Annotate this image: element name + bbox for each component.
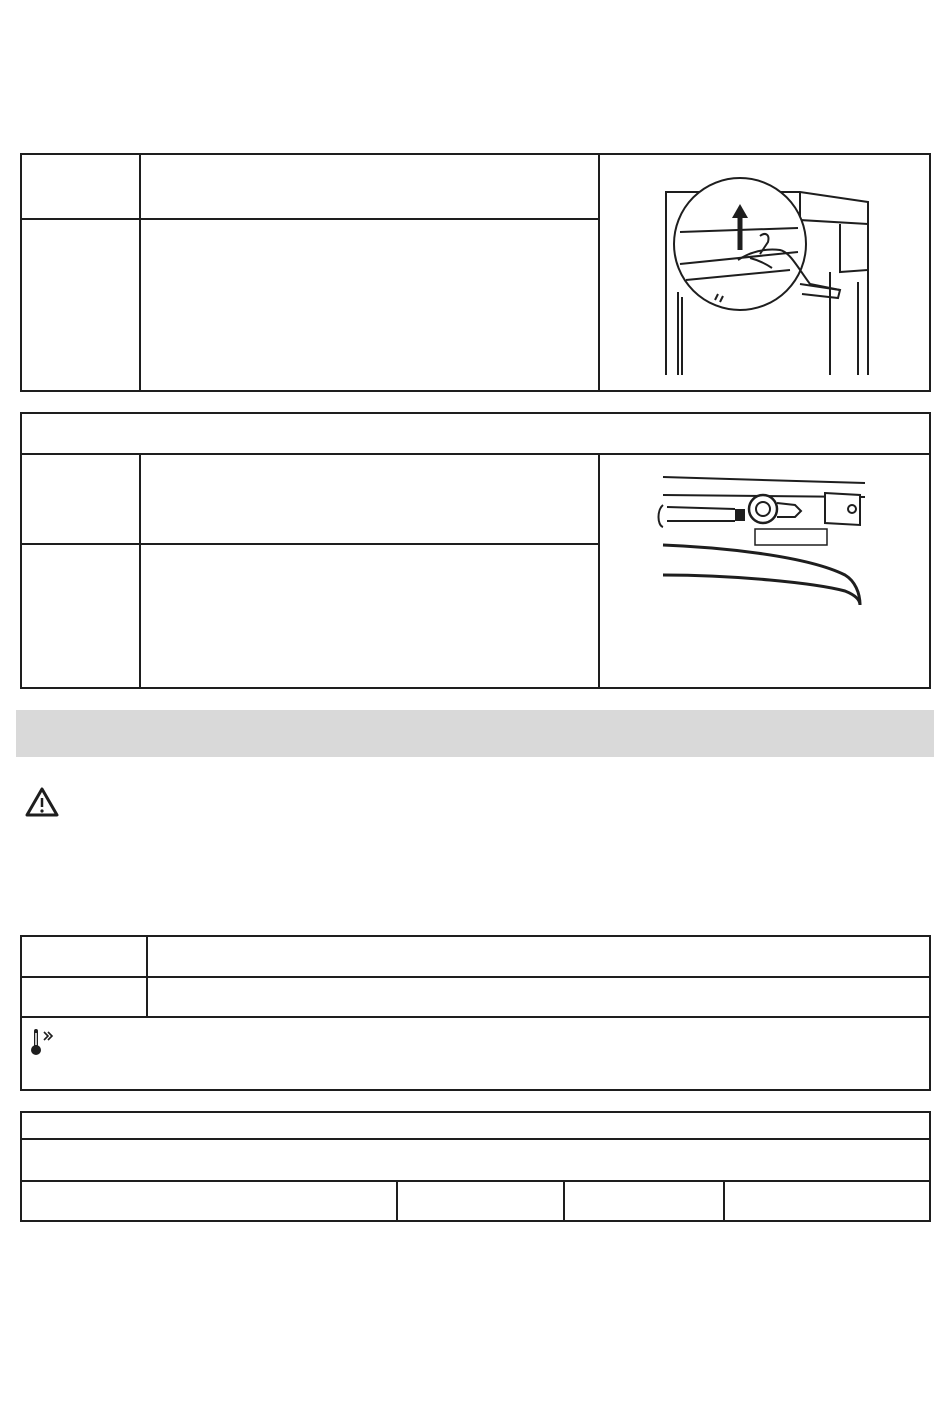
thermometer-icon [30,1028,60,1058]
section-heading-bar [16,710,934,757]
data-table-col-divider-1 [396,1180,398,1222]
step-table-1-col-divider-2 [598,153,600,392]
door-lift-illustration [640,172,880,377]
data-table-row-divider-1 [20,1138,931,1140]
info-table-row-divider-2 [20,1016,931,1018]
data-table-col-divider-3 [723,1180,725,1222]
data-table-row-divider-2 [20,1180,931,1182]
data-table [20,1111,931,1222]
step-table-2-header-divider [20,453,931,455]
hinge-screw-illustration [655,465,870,610]
step-table-2-col-divider-1 [139,453,141,689]
step-table-2-row-divider [20,543,600,545]
info-table-row-divider-1 [20,976,931,978]
step-table-1-row-divider [20,218,600,220]
step-table-1-col-divider-1 [139,153,141,392]
info-table [20,935,931,1091]
step-table-2-col-divider-2 [598,453,600,689]
warning-triangle-icon [24,786,60,818]
data-table-col-divider-2 [563,1180,565,1222]
